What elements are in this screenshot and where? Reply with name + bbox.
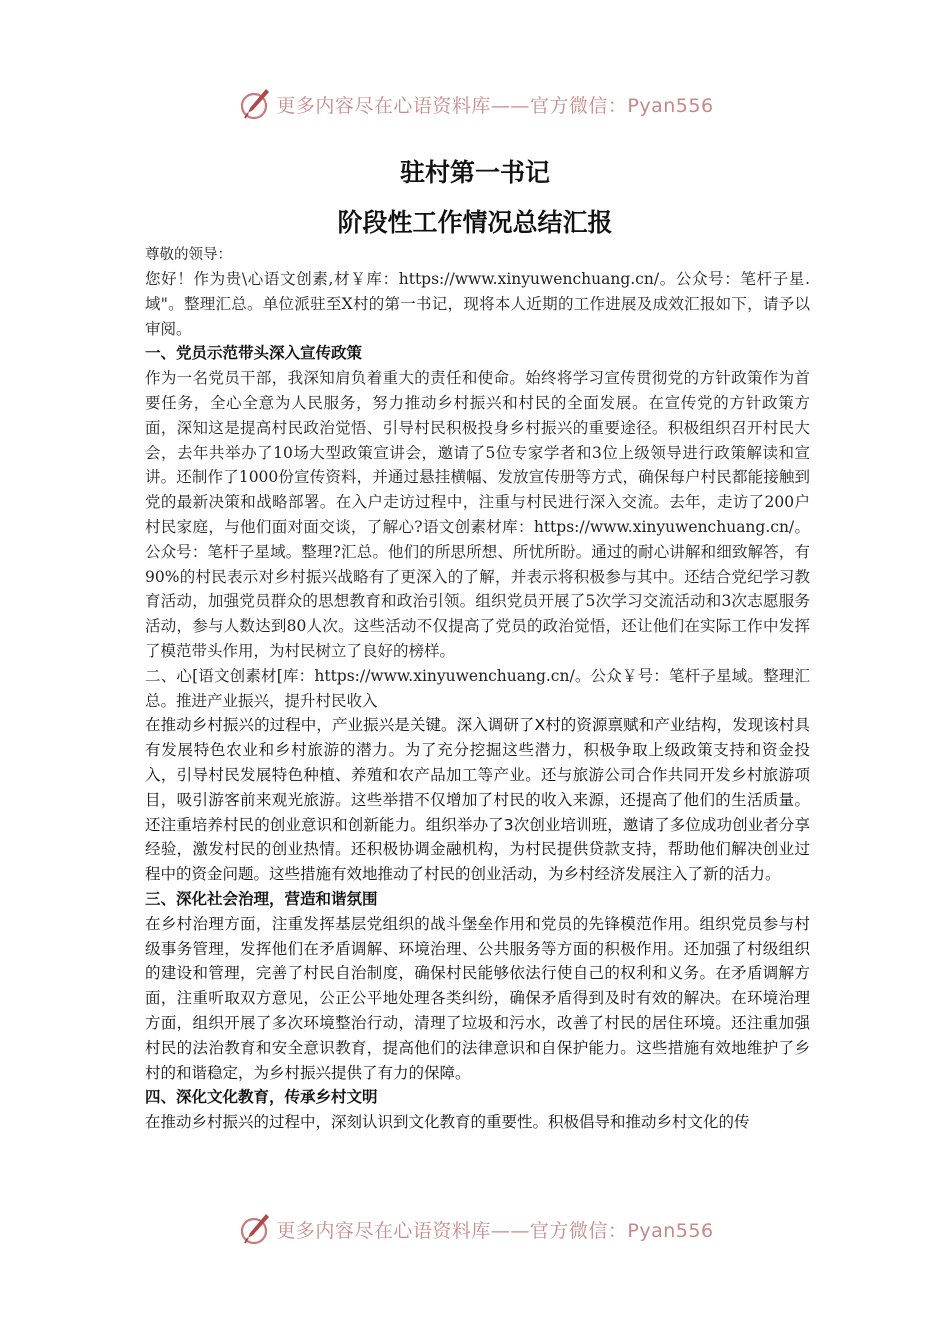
watermark-text: 更多内容尽在心语资料库——官方微信：Pyan556 — [276, 1219, 714, 1242]
document-body — [145, 243, 810, 1193]
section-3-heading: 三、深化社会治理，营造和谐氛围 — [145, 889, 378, 908]
section-2-body: 在推动乡村振兴的过程中，产业振兴是关键。深入调研了X村的资源禀赋和产业结构，发现该村具有发展特色农业和乡村旅游的潜力。为了充分挖掘这些潜力，积极争取上级政策支持和资金投入，引导村民发展特色种植、养殖和农产品加工等产业。还与旅游公司合作共同开发乡村旅游项目，吸引游客前来观光旅游。这些举措不仅增加了村民的收入来源，还提高了他们的生活质量。还注重培养村民的创业意识和创新能力。组织举办了3次创业培训班，邀请了多位成功创业者分享经验，激发村民的创业热情。还积极协调金融机构，为村民提供贷款支持，帮助他们解决创业过程中的资金问题。这些措施有效地推动了村民的创业活动，为乡村经济发展注入了新的活力。 — [145, 716, 810, 884]
bottom-watermark — [0, 1207, 950, 1251]
section-4-body: 在推动乡村振兴的过程中，深刻认识到文化教育的重要性。积极倡导和推动乡村文化的传 — [145, 1113, 750, 1132]
document-title: 驻村第一书记 — [399, 158, 550, 187]
document-subtitle: 阶段性工作情况总结汇报 — [337, 208, 613, 237]
intro-paragraph: 您好！作为贵\心语文创素,材￥库：https://www.xinyuwenchuang.cn/。公众号：笔杆子星.域"。整理汇总。单位派驻至X村的第一书记，现将本人近期的工作进展及成效汇报如下，请予以审阅。 — [145, 270, 810, 338]
salutation: 尊敬的领导： — [145, 247, 232, 263]
section-2-heading: 二、心[语文创素材[库：https://www.xinyuwenchuang.cn/。公众￥号：笔杆子星域。整理汇总。推进产业振兴，提升村民收入 — [145, 666, 810, 710]
quill-pen-logo-icon — [236, 86, 272, 122]
quill-pen-logo-icon — [236, 1211, 272, 1247]
section-1-body: 作为一名党员干部，我深知肩负着重大的责任和使命。始终将学习宣传贯彻党的方针政策作为首要任务，全心全意为人民服务，努力推动乡村振兴和村民的全面发展。在宣传党的方针政策方面，深知这是提高村民政治觉悟、引导村民积极投身乡村振兴的重要途径。积极组织召开村民大会，去年共举办了10场大型政策宣讲会，邀请了5位专家学者和3位上级领导进行政策解读和宣讲。还制作了1000份宣传资料，并通过悬挂横幅、发放宣传册等方式，确保每户村民都能接触到党的最新决策和战略部署。在入户走访过程中，注重与村民进行深入交流。去年，走访了200户村民家庭，与他们面对面交谈，了解心?语文创素材库：https://www.xinyuwenchuang.cn/。公众号：笔杆子星域。整理?汇总。他们的所思所想、所忧所盼。通过的耐心讲解和细致解答，有90%的村民表示对乡村振兴战略有了更深入的了解，并表示将积极参与其中。还结合党纪学习教育活动，加强党员群众的思想教育和政治引领。组织党员开展了5次学习交流活动和3次志愿服务活动，参与人数达到80人次。这些活动不仅提高了党员的政治觉悟，还让他们在实际工作中发挥了模范带头作用，为村民树立了良好的榜样。 — [145, 369, 810, 660]
top-watermark — [0, 82, 950, 126]
section-4-heading: 四、深化文化教育，传承乡村文明 — [145, 1088, 378, 1107]
section-3-body: 在乡村治理方面，注重发挥基层党组织的战斗堡垒作用和党员的先锋模范作用。组织党员参与村级事务管理，发挥他们在矛盾调解、环境治理、公共服务等方面的积极作用。还加强了村级组织的建设和管理，完善了村民自治制度，确保村民能够依法行使自己的权利和义务。在矛盾调解方面，注重听取双方意见，公正公平地处理各类纠纷，确保矛盾得到及时有效的解决。在环境治理方面，组织开展了多次环境整治行动，清理了垃圾和污水，改善了村民的居住环境。还注重加强村民的法治教育和安全意识教育，提高他们的法律意识和自保护能力。这些措施有效地维护了乡村的和谐稳定，为乡村振兴提供了有力的保障。 — [145, 914, 810, 1082]
watermark-text: 更多内容尽在心语资料库——官方微信：Pyan556 — [276, 94, 714, 117]
section-1-heading: 一、党员示范带头深入宣传政策 — [145, 344, 363, 363]
